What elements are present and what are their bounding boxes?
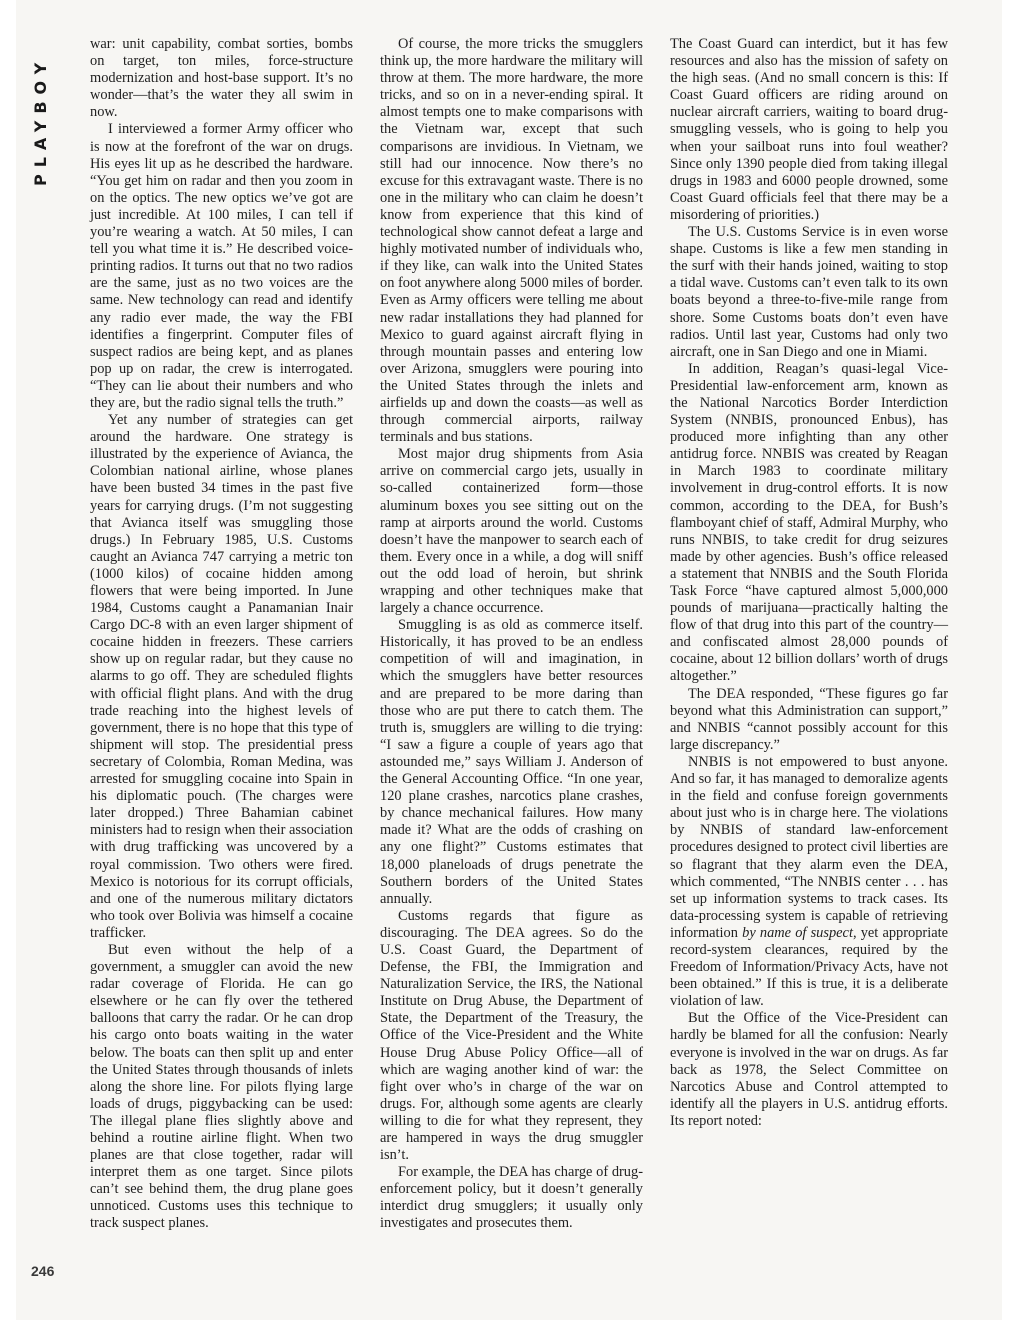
paragraph: war: unit capability, combat sorties, bombs on target, ton miles, force-structure modernization and host-base support. It’s no wonder—that’s the water they all swim in now. — [90, 36, 353, 121]
italic-phrase: by name of suspect — [742, 924, 853, 941]
paragraph: The DEA responded, “These figures go far beyond what this Administration can support,” and NNBIS “cannot possibly account for this large discrepancy.” — [670, 685, 948, 753]
paragraph: But even without the help of a government, a smuggler can avoid the new radar coverage of Florida. He can go elsewhere or he can fly over the tethered balloons that carry the radar. Or he can drop his cargo onto boats waiting in the water below. The boats can then split up and enter the United States through thousands of inlets along the shore line. For pilots flying large loads of drugs, piggybacking can be used: The illegal plane flies slightly above and behind a routine airline flight. When two planes are that close together, radar will interpret them as one target. Since pilots can’t see behind them, the drug plane goes unnoticed. Customs uses this technique to track suspect planes. — [90, 941, 353, 1232]
page-number: 246 — [31, 1263, 55, 1279]
paragraph: Of course, the more tricks the smugglers think up, the more hardware the military will throw at them. The more hardware, the more tricks, and so on in a never-ending spiral. It almost tempts one to make comparisons with the Vietnam war, except that such comparisons are invidious. In Vietnam, we still had our innocence. Now there’s no excuse for this extravagant waste. There is no one in the military who can claim he doesn’t know from experience that this kind of technological show cannot defeat a large and highly motivated number of individuals who, if they like, can walk into the United States on foot anywhere along 5000 miles of border. Even as Army officers were telling me about new radar installations they had planned for Mexico to guard against aircraft flying in through mountain passes and entering low over Arizona, smugglers were pouring into the United States through the inlets and airfields up and down the coasts—as well as through commercial airports, railway terminals and bus stations. — [380, 36, 643, 446]
playboy-logo-vertical — [30, 34, 50, 194]
svg-text:PLAYBOY: PLAYBOY — [31, 55, 50, 186]
paragraph: The Coast Guard can interdict, but it has few resources and also has the mission of safety on the high seas. (And no small concern is this: If Coast Guard officers are riding around on nuclear aircraft carriers, waiting to board drug-smuggling vessels, who is going to help you when your sailboat runs into foul weather? Since only 1390 people died from taking illegal drugs in 1983 and 6000 people drowned, some Coast Guard officials feel that there may be a misordering of priorities.) — [670, 36, 948, 223]
paragraph: NNBIS is not empowered to bust anyone. And so far, it has managed to demoralize agents in the field and confuse foreign governments about just who is in charge here. The violations by NNBIS of standard law-enforcement procedures designed to protect civil liberties are so flagrant that they alarm even the DEA, which commented, “The NNBIS center . . . has set up information systems to track cases. Its data-processing system is capable of retrieving information by name of suspect, yet appropriate record-system clearances, required by the Freedom of Information/Privacy Acts, have not been obtained.” If this is true, it is a deliberate violation of law. — [670, 753, 948, 1010]
playboy-logo-icon — [30, 34, 52, 194]
paragraph: I interviewed a former Army officer who is now at the forefront of the war on drugs. His eyes lit up as he described the hardware. “You get him on radar and then you zoom in on the optics. The new optics we’ve got are just incredible. At 100 miles, I can tell if you’re wearing a watch. At 50 miles, I can tell you what time it is.” He described voice-printing radios. It turns out that no two radios are the same, just as no two voices are the same. New technology can read and identify any radio ever made, the way the FBI identifies a fingerprint. Computer files of suspect radios are being kept, and as planes pop up on radar, the crew is interrogated. “They can lie about their numbers and who they are, but the radio signal tells the truth.” — [90, 121, 353, 411]
paragraph: The U.S. Customs Service is in even worse shape. Customs is like a few men standing in the surf with their hands joined, waiting to stop a tidal wave. Customs can’t even talk to its own boats beyond a three-to-five-mile range from shore. Some Customs boats don’t even have radios. Until last year, Customs had only two aircraft, one in San Diego and one in Miami. — [670, 224, 948, 360]
paragraph: Customs regards that figure as discouraging. The DEA agrees. So do the U.S. Coast Guard, the Department of Defense, the FBI, the Immigration and Naturalization Service, the IRS, the National Institute on Drug Abuse, the Department of State, the Department of the Treasury, the Office of the Vice-President and the White House Drug Abuse Policy Office—all of which are waging another kind of war: the fight over who’s in charge of the war on drugs. For, although some agents are clearly willing to die for what they represent, they are hampered in ways the drug smuggler isn’t. — [380, 907, 643, 1164]
article-column-1 — [90, 36, 353, 1276]
paragraph: In addition, Reagan’s quasi-legal Vice-Presidential law-enforcement arm, known as the National Narcotics Border Interdiction System (NNBIS, pronounced Enbus), has produced more infighting than any other antidrug force. NNBIS was created by Reagan in March 1983 to coordinate military involvement in drug-control efforts. It is now common, according to the DEA, for Bush’s flamboyant chief of staff, Admiral Murphy, who runs NNBIS, to take credit for drug seizures made by other agencies. Bush’s office released a statement that NNBIS and the South Florida Task Force “have captured almost 5,000,000 pounds of marijuana—practically halting the flow of that drug into this part of the country—and confiscated almost 28,000 pounds of cocaine, about 12 billion dollars’ worth of drugs altogether.” — [670, 360, 948, 685]
paragraph: Yet any number of strategies can get around the hardware. One strategy is illustrated by the experience of Avianca, the Colombian national airline, whose planes have been busted 34 times in the past five years for carrying drugs. (I’m not suggesting that Avianca itself was smuggling those drugs.) In February 1985, U.S. Customs caught an Avianca 747 carrying a metric ton (1000 kilos) of cocaine hidden among flowers that were being imported. In June 1984, Customs caught a Panamanian Inair Cargo DC-8 with an even larger shipment of cocaine hidden in freezers. These carriers show up on regular radar, but they cause no alarms to go off. They are scheduled flights with official flight plans. And with the drug trade reaching into the highest levels of government, there is no hope that this type of shipment will stop. The presidential press secretary of Colombia, Roman Medina, was arrested for smuggling cocaine into Spain in his diplomatic pouch. (The charges were later dropped.) Three Bahamian cabinet ministers had to resign when their association with drug trafficking was uncovered by a royal commission. Two others were fired. Mexico is notorious for its corrupt officials, and one of the numerous military dictators who took over Bolivia was himself a cocaine trafficker. — [90, 412, 353, 941]
article-column-3 — [670, 36, 948, 1276]
paragraph: But the Office of the Vice-President can hardly be blamed for all the confusion: Nearly everyone is involved in the war on drugs. As far back as 1978, the Select Committee on Narcotics Abuse and Control attempted to identify all the players in U.S. antidrug efforts. Its report noted: — [670, 1010, 948, 1129]
paragraph: Most major drug shipments from Asia arrive on commercial cargo jets, usually in so-called containerized form—those aluminum boxes you see sitting out on the ramp at airports around the world. Customs doesn’t have the manpower to search each of them. Every once in a while, a dog will sniff out the odd load of heroin, but shrink wrapping and other techniques make that largely a chance occurrence. — [380, 446, 643, 617]
article-column-2 — [380, 36, 643, 1276]
paragraph: For example, the DEA has charge of drug-enforcement policy, but it doesn’t generally interdict drug smugglers; it usually only investigates and prosecutes them. — [380, 1164, 643, 1232]
paragraph: Smuggling is as old as commerce itself. Historically, it has proved to be an endless competition of will and imagination, in which the smugglers have better resources and are prepared to be more daring than those who are put there to catch them. The truth is, smugglers are willing to die trying: “I saw a figure a couple of years ago that astounded me,” says William J. Anderson of the General Accounting Office. “In one year, 120 plane crashes, narcotics plane crashes, by chance mechanical failures. How many made it? What are the odds of crashing on any one flight?” Customs estimates that 18,000 planeloads of drugs penetrate the Southern borders of the United States annually. — [380, 617, 643, 907]
